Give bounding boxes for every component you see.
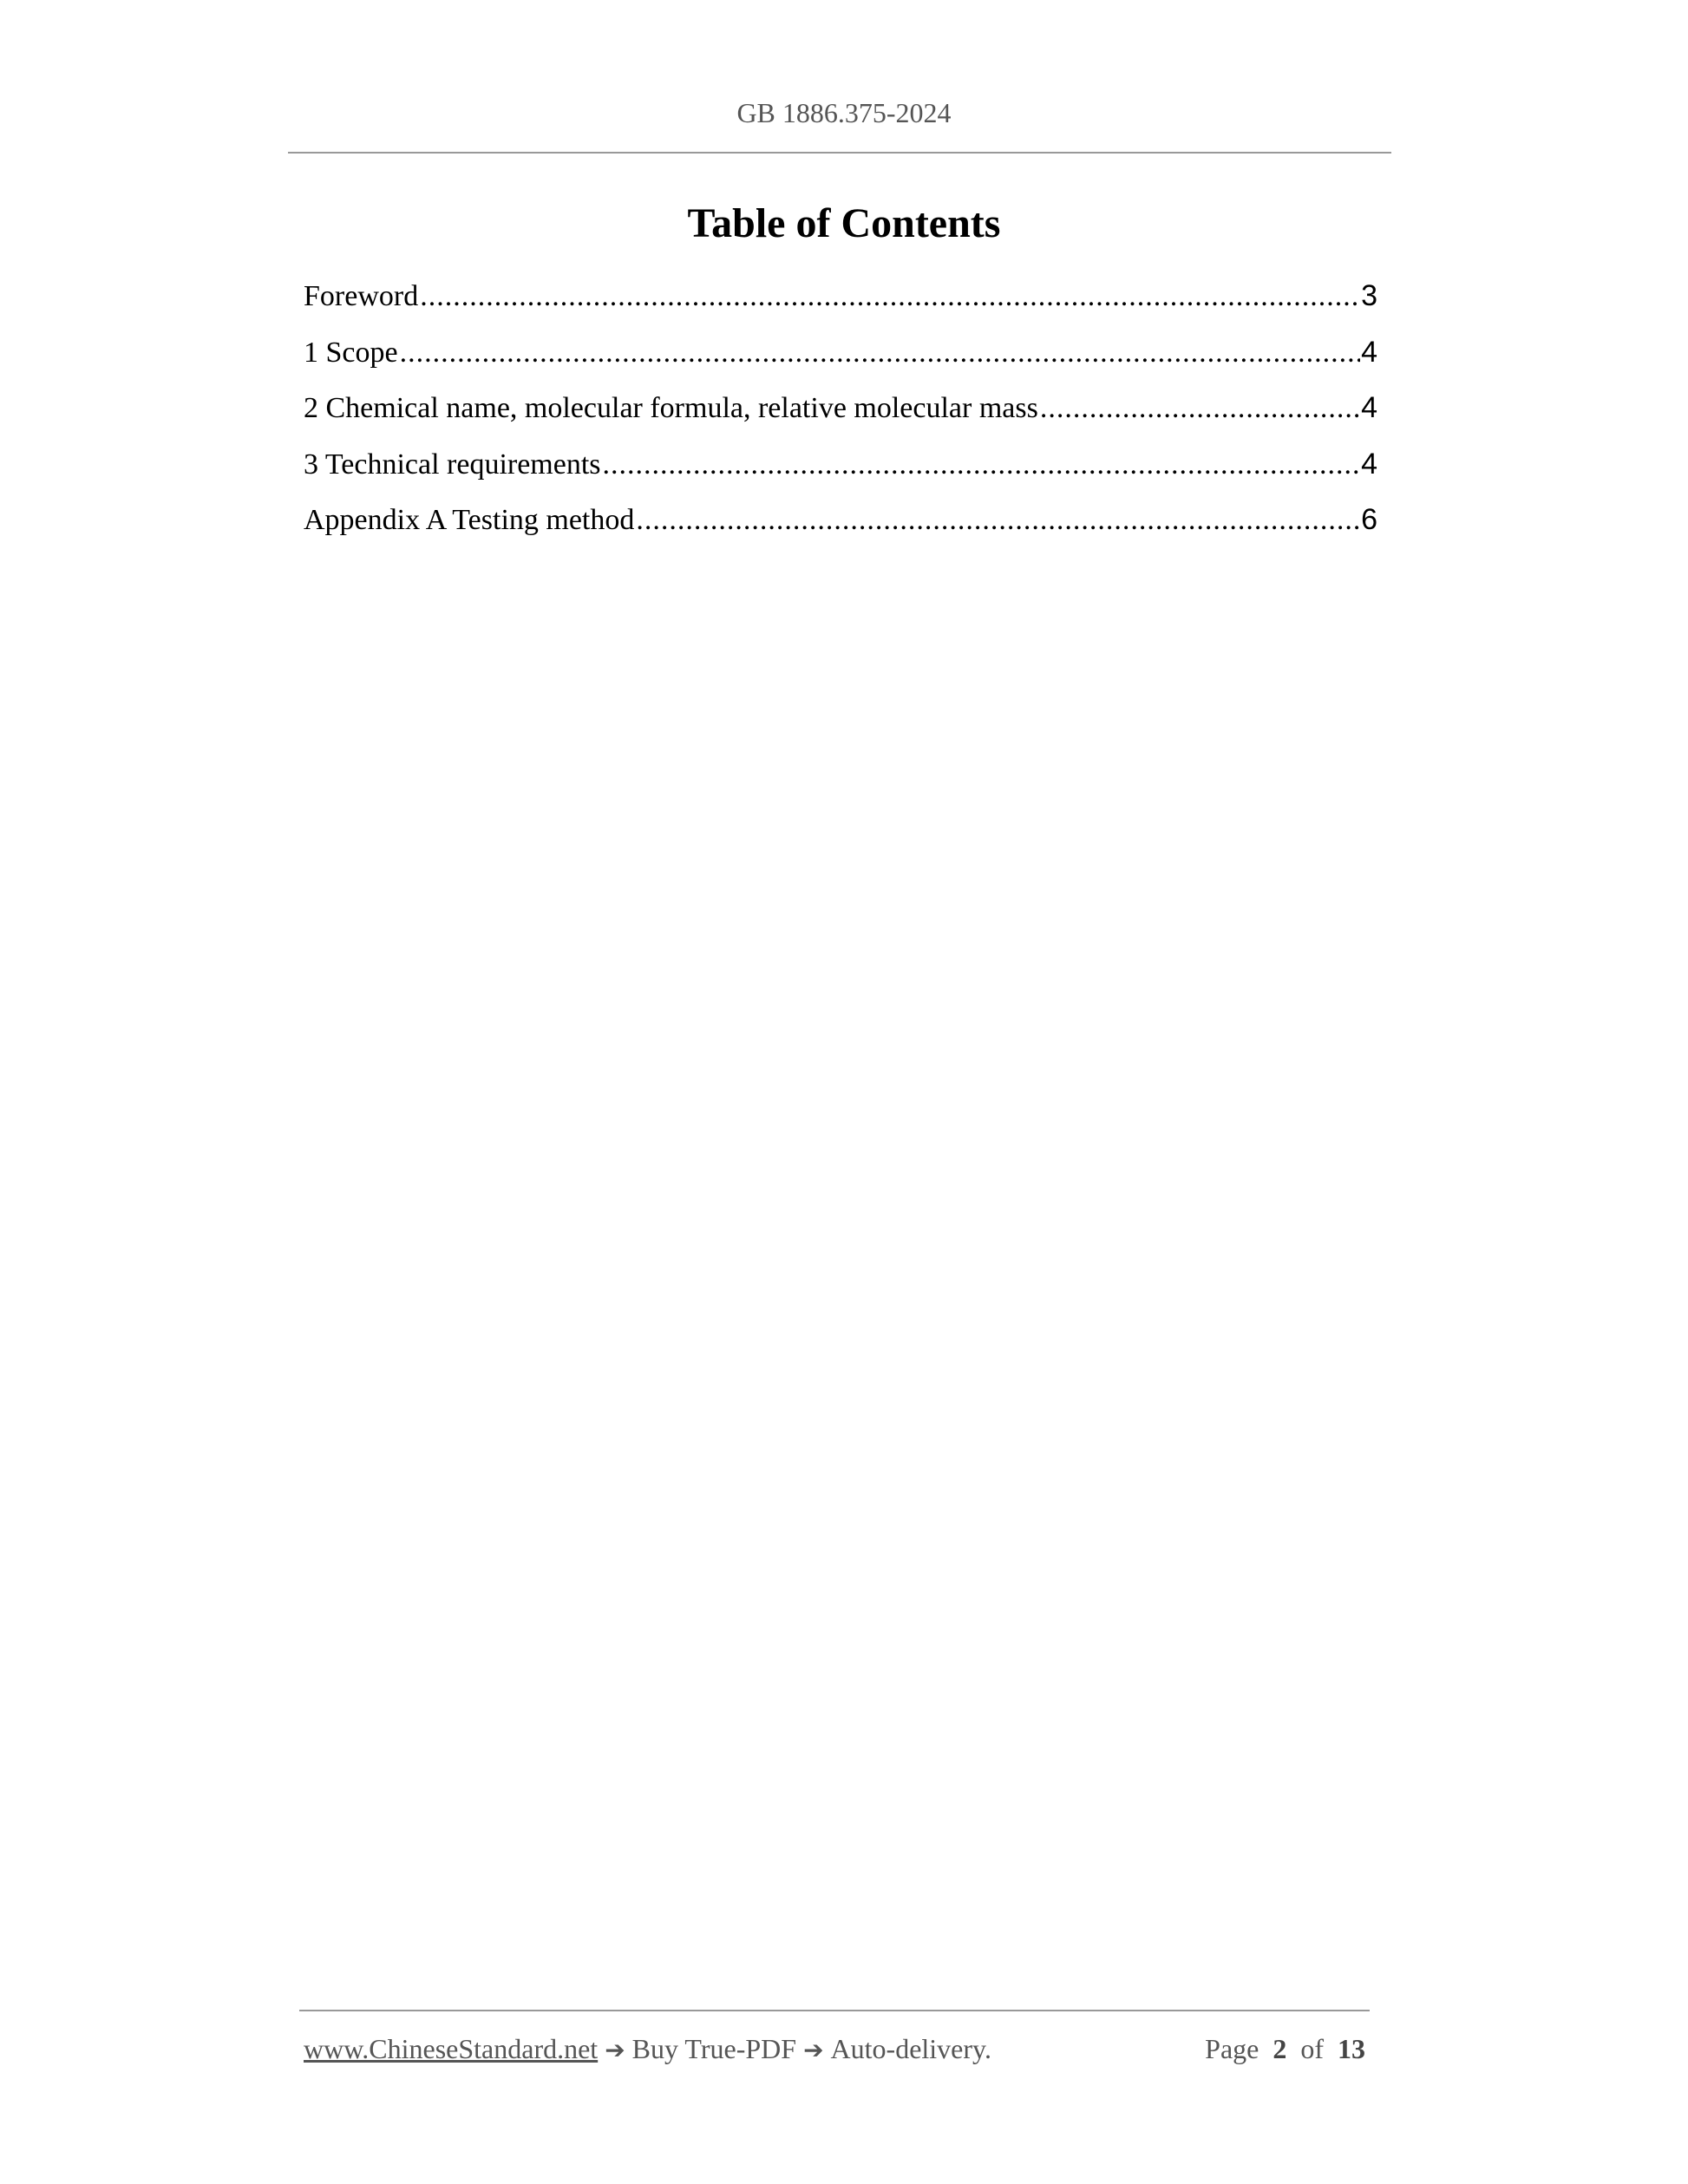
page-prefix: Page <box>1205 2033 1259 2064</box>
toc-entry-label: Foreword <box>304 280 419 312</box>
arrow-right-icon: ➔ <box>803 2036 824 2064</box>
toc-entry-label: Appendix A Testing method <box>304 504 635 536</box>
footer-divider <box>299 2010 1370 2011</box>
footer-step-delivery: Auto-delivery. <box>830 2033 991 2064</box>
page-total: 13 <box>1338 2033 1365 2064</box>
header-divider <box>288 152 1391 154</box>
toc-entry-label: 3 Technical requirements <box>304 448 601 481</box>
toc-entry-scope[interactable] <box>304 336 1377 392</box>
page-current: 2 <box>1273 2033 1287 2064</box>
toc-list <box>304 279 1377 559</box>
arrow-right-icon: ➔ <box>605 2036 625 2064</box>
toc-entry-page: 4 <box>1361 391 1377 424</box>
toc-leader-dots <box>400 337 1360 369</box>
toc-entry-page: 6 <box>1361 503 1377 536</box>
page-number <box>1205 2033 1365 2065</box>
toc-entry-page: 4 <box>1361 335 1377 369</box>
toc-entry-chemical-name[interactable] <box>304 391 1377 448</box>
toc-entry-foreword[interactable] <box>304 279 1377 336</box>
toc-entry-appendix-a[interactable] <box>304 503 1377 559</box>
toc-entry-label: 1 Scope <box>304 336 398 369</box>
toc-entry-page: 3 <box>1361 279 1377 312</box>
site-link[interactable]: www.ChineseStandard.net <box>304 2033 599 2064</box>
toc-entry-label: 2 Chemical name, molecular formula, relative molecular mass <box>304 392 1038 424</box>
running-header: GB 1886.375-2024 <box>736 97 952 128</box>
toc-leader-dots <box>603 448 1361 481</box>
toc-leader-dots <box>420 280 1360 313</box>
page-of: of <box>1300 2033 1324 2064</box>
footer-promo <box>304 2033 991 2065</box>
toc-entry-technical-requirements[interactable] <box>304 448 1377 504</box>
toc-entry-page: 4 <box>1361 447 1377 481</box>
toc-leader-dots <box>1040 392 1360 425</box>
toc-title: Table of Contents <box>687 200 1001 246</box>
toc-leader-dots <box>636 504 1360 537</box>
footer-step-buy: Buy True-PDF <box>631 2033 797 2064</box>
